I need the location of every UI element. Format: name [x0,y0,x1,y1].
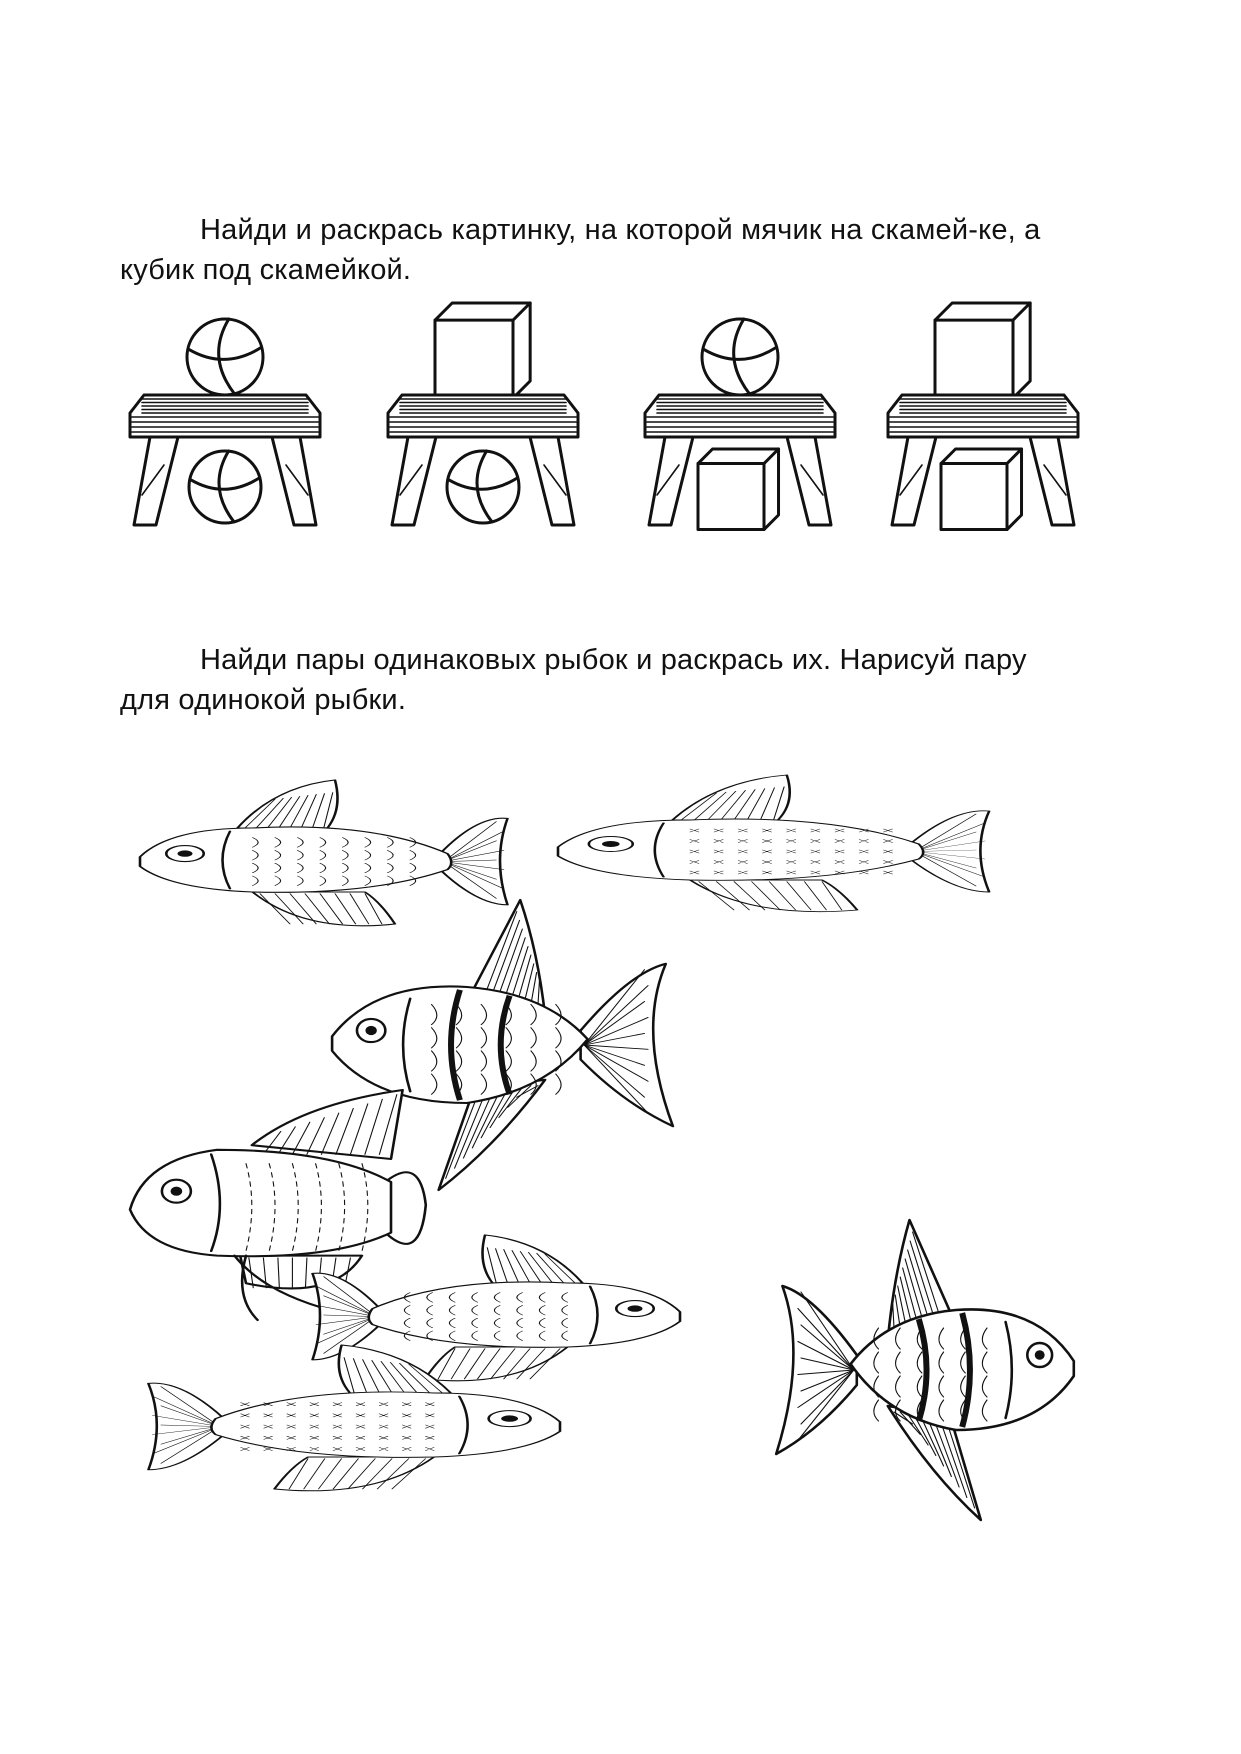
fish-body [130,1150,391,1256]
tail-fin [776,1286,857,1454]
fish-body [851,1309,1074,1430]
task-1-instruction: Найди и раскрась картинку, на которой мячик на скамей-ке, а кубик под скамейкой. [120,214,1041,286]
fish-2[interactable] [558,775,989,912]
fish-body [332,986,588,1103]
fish-4[interactable] [130,1090,426,1320]
task-2-instruction: Найди пары одинаковых рыбок и раскрась их. Нарисуй пару для одинокой рыбки. [120,644,1027,716]
fish-1[interactable] [140,780,508,926]
tail-fin [581,964,673,1126]
fish-7[interactable] [776,1220,1074,1520]
